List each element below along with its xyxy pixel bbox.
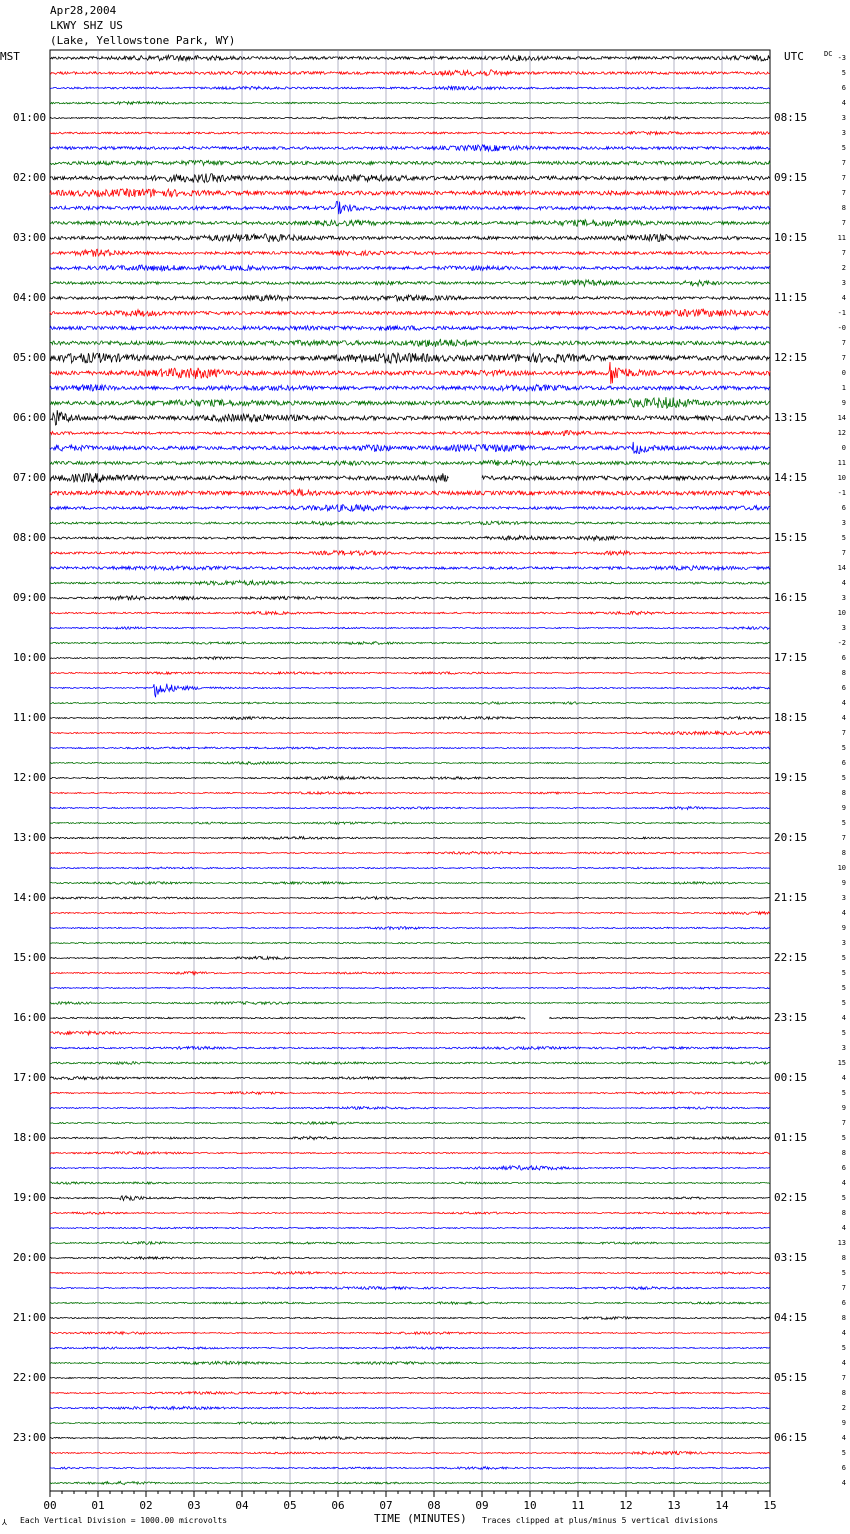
dc-offset-value: 3 bbox=[841, 279, 846, 287]
x-axis bbox=[43, 1491, 776, 1512]
dc-offset-value: 4 bbox=[841, 1329, 846, 1337]
dc-offset-value: 7 bbox=[841, 159, 846, 167]
dc-offset-value: 5 bbox=[841, 969, 846, 977]
dc-offset-value: 5 bbox=[841, 1344, 846, 1352]
left-hour-label: 22:00 bbox=[13, 1371, 47, 1384]
trace-row bbox=[50, 747, 770, 749]
trace-row bbox=[50, 1046, 770, 1049]
dc-offset-value: -3 bbox=[837, 54, 846, 62]
dc-offset-value: 3 bbox=[841, 939, 846, 947]
right-hour-label: 13:15 bbox=[774, 411, 808, 424]
trace-row bbox=[50, 1212, 770, 1214]
dc-offset-value: 7 bbox=[841, 249, 846, 257]
trace-row bbox=[50, 551, 770, 556]
trace-row bbox=[50, 642, 770, 645]
trace-row bbox=[50, 309, 770, 317]
right-hour-label: 06:15 bbox=[774, 1431, 808, 1444]
trace-row bbox=[50, 1227, 770, 1229]
dc-offset-value: 15 bbox=[837, 1059, 846, 1067]
trace-row bbox=[50, 1467, 770, 1470]
x-tick-label: 14 bbox=[715, 1499, 729, 1512]
dc-offset-value: 2 bbox=[841, 264, 846, 272]
left-hour-label: 11:00 bbox=[13, 711, 47, 724]
dc-offset-value: -1 bbox=[837, 309, 846, 317]
trace-row bbox=[50, 460, 770, 466]
trace-row bbox=[50, 70, 770, 76]
right-hour-label: 15:15 bbox=[774, 531, 808, 544]
dc-offset-value: 7 bbox=[841, 219, 846, 227]
dc-offset-value: 4 bbox=[841, 1434, 846, 1442]
x-tick-label: 04 bbox=[235, 1499, 249, 1512]
trace-row bbox=[50, 265, 770, 271]
trace-row bbox=[50, 897, 770, 900]
dc-offset-value: 3 bbox=[841, 129, 846, 137]
dc-label: DC bbox=[824, 50, 833, 58]
dc-offset-value: 5 bbox=[841, 69, 846, 77]
left-hour-label: 06:00 bbox=[13, 411, 47, 424]
x-tick-label: 10 bbox=[523, 1499, 537, 1512]
dc-offset-value: 9 bbox=[841, 804, 846, 812]
trace-row bbox=[50, 132, 770, 135]
dc-offset-value: 3 bbox=[841, 594, 846, 602]
trace-row bbox=[50, 566, 770, 571]
trace-row bbox=[50, 1107, 770, 1110]
left-hour-label: 01:00 bbox=[13, 111, 47, 124]
x-tick-label: 08 bbox=[427, 1499, 441, 1512]
dc-offset-value: 6 bbox=[841, 504, 846, 512]
dc-offset-value: 8 bbox=[841, 1254, 846, 1262]
trace-row bbox=[50, 1287, 770, 1290]
trace-row bbox=[50, 1002, 770, 1005]
right-hour-label: 05:15 bbox=[774, 1371, 808, 1384]
trace-row bbox=[50, 1317, 770, 1320]
right-hour-label: 03:15 bbox=[774, 1251, 808, 1264]
dc-offset-value: 7 bbox=[841, 834, 846, 842]
dc-offset-value: 7 bbox=[841, 189, 846, 197]
dc-offset-value: 6 bbox=[841, 1164, 846, 1172]
trace-row bbox=[50, 536, 770, 541]
trace-row bbox=[50, 672, 770, 674]
station-location: (Lake, Yellowstone Park, WY) bbox=[50, 34, 236, 47]
dc-offset-value: -1 bbox=[837, 489, 846, 497]
dc-offset-value: 3 bbox=[841, 624, 846, 632]
dc-offset-value: 1 bbox=[841, 384, 846, 392]
right-hour-label: 18:15 bbox=[774, 711, 808, 724]
trace-row bbox=[50, 627, 770, 630]
dc-offset-value: 4 bbox=[841, 99, 846, 107]
seismogram-traces bbox=[50, 55, 770, 1485]
trace-row bbox=[50, 201, 770, 214]
x-tick-label: 07 bbox=[379, 1499, 393, 1512]
trace-row bbox=[50, 972, 770, 975]
trace-row bbox=[50, 1092, 770, 1095]
left-hour-label: 05:00 bbox=[13, 351, 47, 364]
trace-row bbox=[50, 927, 770, 930]
trace-row bbox=[50, 1406, 770, 1409]
x-tick-label: 01 bbox=[91, 1499, 105, 1512]
dc-offset-value: 8 bbox=[841, 1389, 846, 1397]
left-hour-label: 23:00 bbox=[13, 1431, 47, 1444]
right-hour-label: 20:15 bbox=[774, 831, 808, 844]
dc-offset-value: 4 bbox=[841, 1074, 846, 1082]
trace-row bbox=[50, 912, 770, 915]
right-hour-label: 14:15 bbox=[774, 471, 808, 484]
dc-offset-value: 3 bbox=[841, 894, 846, 902]
dc-offset-value: 4 bbox=[841, 909, 846, 917]
trace-row bbox=[50, 1031, 770, 1035]
dc-offset-value: 5 bbox=[841, 954, 846, 962]
x-tick-label: 12 bbox=[619, 1499, 633, 1512]
trace-row bbox=[50, 581, 770, 586]
dc-offset-value: 14 bbox=[837, 414, 846, 422]
dc-offset-value: 5 bbox=[841, 144, 846, 152]
right-hour-label: 02:15 bbox=[774, 1191, 808, 1204]
trace-row bbox=[50, 987, 770, 989]
dc-offset-value: 0 bbox=[841, 444, 846, 452]
dc-offset-value: 3 bbox=[841, 114, 846, 122]
right-hour-label: 00:15 bbox=[774, 1071, 808, 1084]
dc-offset-value: -0 bbox=[837, 324, 846, 332]
dc-offset-value: 8 bbox=[841, 1314, 846, 1322]
footer-mark: ⅄ bbox=[2, 1518, 7, 1527]
x-tick-label: 06 bbox=[331, 1499, 345, 1512]
right-hour-label: 11:15 bbox=[774, 291, 808, 304]
dc-offset-value: 2 bbox=[841, 1404, 846, 1412]
right-hour-label: 16:15 bbox=[774, 591, 808, 604]
trace-row bbox=[50, 326, 770, 331]
trace-row bbox=[50, 1451, 770, 1454]
trace-row bbox=[50, 102, 770, 105]
trace-row bbox=[50, 792, 770, 795]
trace-row bbox=[50, 1182, 770, 1184]
trace-row bbox=[50, 852, 770, 855]
dc-offset-value: 8 bbox=[841, 1209, 846, 1217]
dc-offset-value: 5 bbox=[841, 744, 846, 752]
dc-offset-value: 4 bbox=[841, 1179, 846, 1187]
right-hour-label: 22:15 bbox=[774, 951, 808, 964]
trace-row bbox=[50, 1062, 770, 1065]
trace-row bbox=[50, 442, 770, 454]
dc-offset-value: 7 bbox=[841, 1284, 846, 1292]
trace-row bbox=[50, 521, 770, 525]
dc-offset-value: 4 bbox=[841, 699, 846, 707]
trace-row bbox=[50, 160, 770, 165]
right-hour-label: 19:15 bbox=[774, 771, 808, 784]
dc-offset-value: -2 bbox=[837, 639, 846, 647]
clip-note: Traces clipped at plus/minus 5 vertical divisions bbox=[482, 1516, 719, 1525]
dc-offset-value: 6 bbox=[841, 84, 846, 92]
dc-offset-value: 3 bbox=[841, 1044, 846, 1052]
dc-offset-value: 14 bbox=[837, 564, 846, 572]
trace-row bbox=[50, 1332, 770, 1335]
dc-offset-value: 7 bbox=[841, 1119, 846, 1127]
trace-row bbox=[50, 505, 770, 512]
left-timezone-label: MST bbox=[0, 50, 20, 63]
dc-offset-value: 9 bbox=[841, 1419, 846, 1427]
dc-offset-value: 6 bbox=[841, 684, 846, 692]
trace-row bbox=[50, 385, 770, 392]
trace-row bbox=[50, 657, 770, 660]
left-hour-label: 08:00 bbox=[13, 531, 47, 544]
dc-offset-value: 10 bbox=[837, 474, 846, 482]
trace-row bbox=[50, 717, 770, 720]
dc-offset-value: 4 bbox=[841, 294, 846, 302]
x-tick-label: 09 bbox=[475, 1499, 489, 1512]
trace-row bbox=[50, 702, 770, 705]
left-hour-label: 17:00 bbox=[13, 1071, 47, 1084]
left-hour-label: 14:00 bbox=[13, 891, 47, 904]
left-hour-label: 02:00 bbox=[13, 171, 47, 184]
left-hour-label: 21:00 bbox=[13, 1311, 47, 1324]
dc-offset-value: 12 bbox=[837, 429, 846, 437]
dc-offset-value: 5 bbox=[841, 1134, 846, 1142]
trace-row bbox=[50, 684, 770, 698]
trace-row bbox=[50, 762, 770, 765]
dc-offset-value: 8 bbox=[841, 204, 846, 212]
trace-row bbox=[50, 1242, 770, 1245]
dc-offset-value: 7 bbox=[841, 1374, 846, 1382]
trace-row bbox=[50, 1437, 770, 1440]
dc-offset-value: 11 bbox=[837, 459, 846, 467]
left-hour-label: 12:00 bbox=[13, 771, 47, 784]
dc-offset-value: 13 bbox=[837, 1239, 846, 1247]
trace-row bbox=[50, 295, 770, 301]
x-tick-label: 05 bbox=[283, 1499, 297, 1512]
dc-offset-value: 6 bbox=[841, 1299, 846, 1307]
dc-offset-value: 5 bbox=[841, 984, 846, 992]
left-hour-label: 07:00 bbox=[13, 471, 47, 484]
trace-row bbox=[50, 1347, 770, 1350]
scale-note: Each Vertical Division = 1000.00 microvolts bbox=[20, 1516, 228, 1525]
left-hour-label: 15:00 bbox=[13, 951, 47, 964]
dc-offset-value: 9 bbox=[841, 1104, 846, 1112]
trace-row bbox=[50, 249, 770, 257]
x-tick-label: 13 bbox=[667, 1499, 681, 1512]
dc-offset-value: 4 bbox=[841, 579, 846, 587]
left-hour-label: 20:00 bbox=[13, 1251, 47, 1264]
trace-row bbox=[50, 339, 770, 347]
record-date: Apr28,2004 bbox=[50, 4, 117, 17]
dc-offset-value: 4 bbox=[841, 1224, 846, 1232]
dc-offset-value: 5 bbox=[841, 1194, 846, 1202]
right-hour-label: 10:15 bbox=[774, 231, 808, 244]
dc-offset-value: 5 bbox=[841, 774, 846, 782]
trace-row bbox=[50, 145, 770, 151]
right-hour-label: 12:15 bbox=[774, 351, 808, 364]
trace-row bbox=[50, 882, 770, 885]
trace-row bbox=[50, 1257, 770, 1260]
trace-row bbox=[50, 1422, 770, 1424]
trace-row bbox=[50, 55, 770, 61]
left-hour-label: 09:00 bbox=[13, 591, 47, 604]
trace-row bbox=[50, 942, 770, 944]
x-tick-label: 02 bbox=[139, 1499, 153, 1512]
dc-offset-value: 8 bbox=[841, 849, 846, 857]
dc-offset-value: 4 bbox=[841, 1014, 846, 1022]
trace-row bbox=[50, 397, 770, 408]
trace-row bbox=[50, 807, 770, 810]
trace-row bbox=[50, 1136, 770, 1139]
dc-offset-value: 10 bbox=[837, 609, 846, 617]
dc-offset-value: 5 bbox=[841, 1089, 846, 1097]
dc-offset-value: 5 bbox=[841, 1029, 846, 1037]
dc-offset-value: 7 bbox=[841, 174, 846, 182]
dc-offset-value: 6 bbox=[841, 1464, 846, 1472]
trace-row bbox=[50, 220, 770, 227]
trace-row bbox=[50, 174, 770, 183]
dc-offset-value: 9 bbox=[841, 924, 846, 932]
trace-row bbox=[50, 611, 770, 615]
dc-offset-value: 0 bbox=[841, 369, 846, 377]
dc-offset-value: 4 bbox=[841, 1359, 846, 1367]
trace-row bbox=[50, 1361, 770, 1364]
trace-row bbox=[50, 822, 770, 824]
dc-offset-value: 11 bbox=[837, 234, 846, 242]
trace-row bbox=[50, 117, 770, 120]
trace-row bbox=[50, 410, 770, 425]
trace-row bbox=[50, 1122, 770, 1125]
trace-row bbox=[50, 473, 770, 483]
trace-row bbox=[50, 489, 770, 496]
trace-row bbox=[50, 362, 770, 384]
right-hour-label: 21:15 bbox=[774, 891, 808, 904]
trace-row bbox=[50, 1152, 770, 1155]
left-hour-label: 03:00 bbox=[13, 231, 47, 244]
trace-row bbox=[50, 1377, 770, 1378]
right-timezone-label: UTC bbox=[784, 50, 804, 63]
dc-offset-value: 7 bbox=[841, 354, 846, 362]
trace-row bbox=[50, 1166, 770, 1170]
dc-offset-value: 4 bbox=[841, 1479, 846, 1487]
dc-offset-value: 8 bbox=[841, 789, 846, 797]
x-tick-label: 03 bbox=[187, 1499, 201, 1512]
trace-row bbox=[50, 867, 770, 869]
dc-offset-value: 3 bbox=[841, 519, 846, 527]
dc-offset-value: 9 bbox=[841, 879, 846, 887]
trace-row bbox=[50, 1077, 770, 1080]
trace-row bbox=[50, 776, 770, 779]
left-hour-label: 10:00 bbox=[13, 651, 47, 664]
left-hour-label: 16:00 bbox=[13, 1011, 47, 1024]
right-hour-label: 04:15 bbox=[774, 1311, 808, 1324]
dc-offset-value: 7 bbox=[841, 549, 846, 557]
station-code: LKWY SHZ US bbox=[50, 19, 123, 32]
dc-offset-value: 8 bbox=[841, 669, 846, 677]
trace-row bbox=[50, 1481, 770, 1484]
dc-offset-value: 6 bbox=[841, 759, 846, 767]
dc-offset-value: 9 bbox=[841, 399, 846, 407]
trace-row bbox=[50, 189, 770, 197]
dc-offset-value: 8 bbox=[841, 1149, 846, 1157]
trace-row bbox=[50, 86, 770, 90]
left-hour-label: 18:00 bbox=[13, 1131, 47, 1144]
trace-row bbox=[50, 353, 770, 364]
right-hour-label: 09:15 bbox=[774, 171, 808, 184]
trace-row bbox=[50, 1196, 770, 1201]
dc-offset-value: 7 bbox=[841, 729, 846, 737]
trace-row bbox=[50, 837, 770, 840]
dc-offset-value: 5 bbox=[841, 1449, 846, 1457]
dc-offset-value: 5 bbox=[841, 819, 846, 827]
trace-row bbox=[50, 280, 770, 287]
dc-offset-value: 5 bbox=[841, 1269, 846, 1277]
right-hour-label: 17:15 bbox=[774, 651, 808, 664]
trace-row bbox=[50, 1392, 770, 1395]
x-axis-title: TIME (MINUTES) bbox=[374, 1512, 467, 1525]
dc-offset-value: 10 bbox=[837, 864, 846, 872]
dc-offset-value: 5 bbox=[841, 999, 846, 1007]
trace-row bbox=[50, 234, 770, 242]
dc-offset-value: 7 bbox=[841, 339, 846, 347]
left-hour-label: 13:00 bbox=[13, 831, 47, 844]
x-tick-label: 11 bbox=[571, 1499, 585, 1512]
trace-row bbox=[50, 1272, 770, 1275]
x-tick-label: 15 bbox=[763, 1499, 777, 1512]
dc-offset-value: 4 bbox=[841, 714, 846, 722]
trace-row bbox=[50, 731, 770, 734]
right-hour-label: 23:15 bbox=[774, 1011, 808, 1024]
trace-row bbox=[50, 596, 770, 601]
trace-row bbox=[50, 1302, 770, 1304]
dc-offset-value: 5 bbox=[841, 534, 846, 542]
left-hour-label: 04:00 bbox=[13, 291, 47, 304]
left-hour-label: 19:00 bbox=[13, 1191, 47, 1204]
trace-row bbox=[50, 430, 770, 435]
right-hour-label: 01:15 bbox=[774, 1131, 808, 1144]
right-hour-label: 08:15 bbox=[774, 111, 808, 124]
trace-row bbox=[50, 956, 770, 959]
dc-offset-value: 6 bbox=[841, 654, 846, 662]
trace-row bbox=[50, 1017, 770, 1020]
x-tick-label: 00 bbox=[43, 1499, 57, 1512]
